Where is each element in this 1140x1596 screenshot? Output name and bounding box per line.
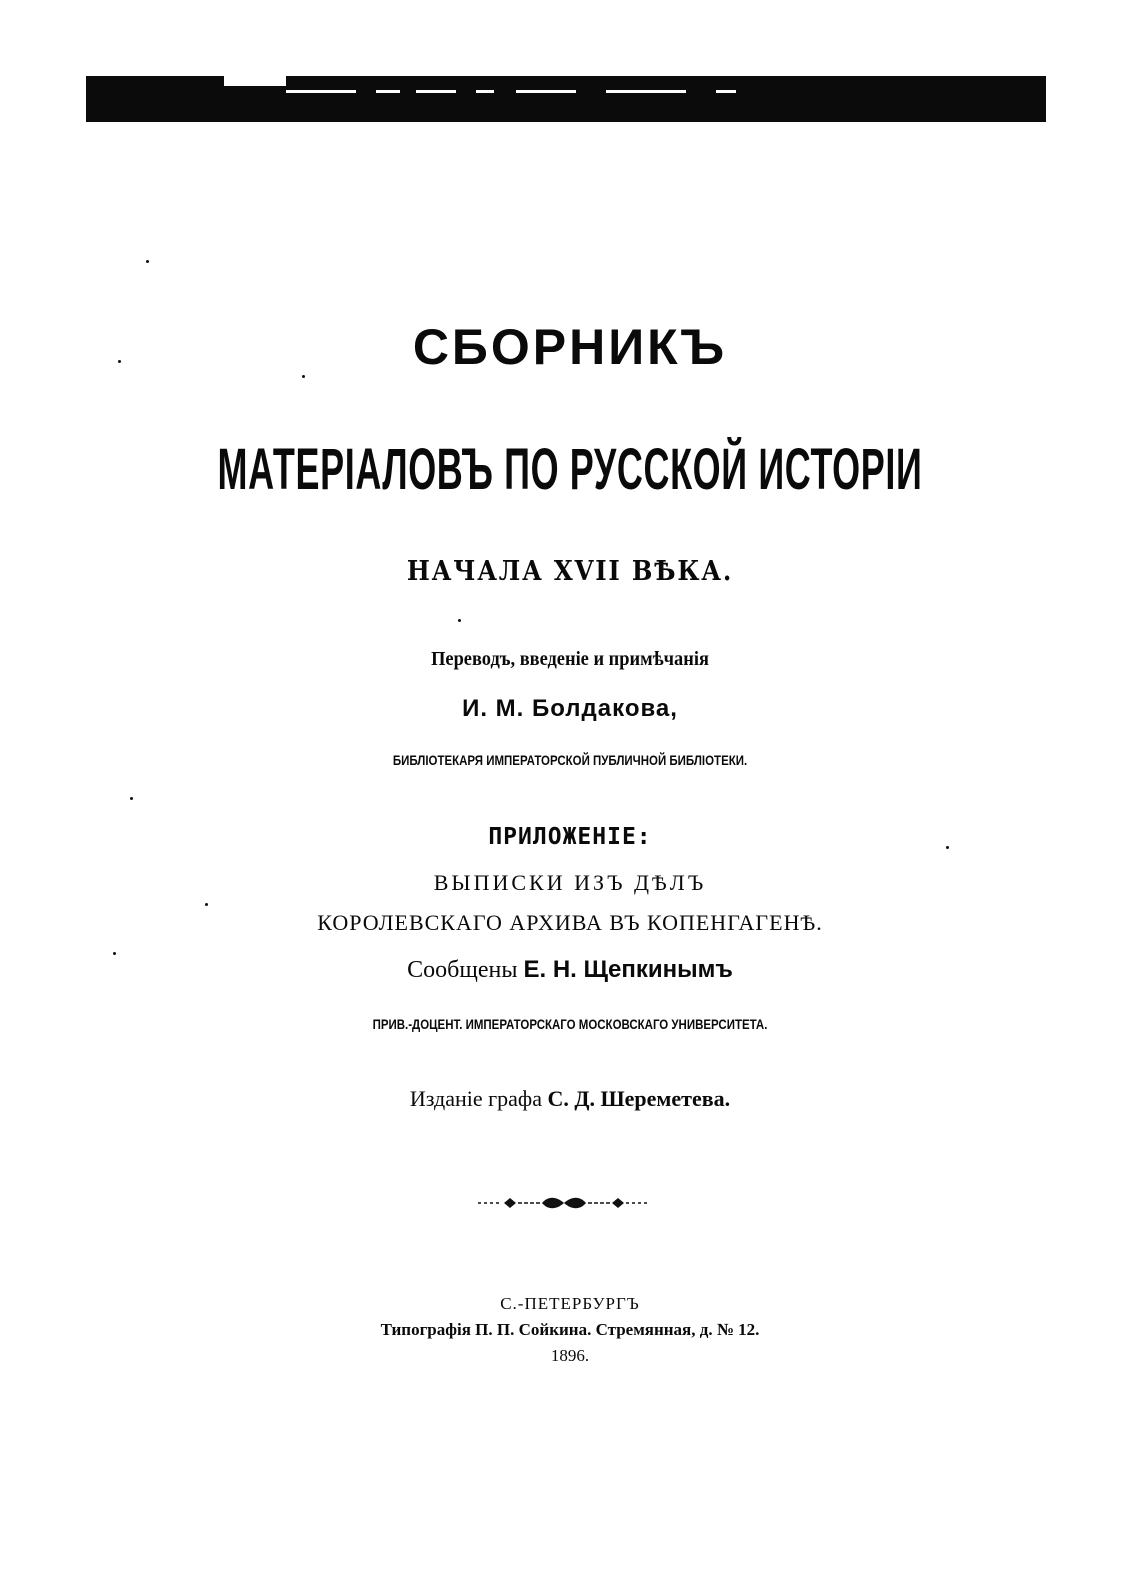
scan-speck: [458, 619, 461, 622]
translation-note: Переводъ, введеніе и примѣчанія: [431, 648, 709, 670]
publisher-line: [0, 1086, 1140, 1112]
scan-speck: [130, 797, 133, 800]
scan-streak: [716, 90, 736, 93]
publisher-prefix: Изданіе графа: [409, 1086, 542, 1111]
appendix-line-2: КОРОЛЕВСКАГО АРХИВА ВЪ КОПЕНГАГЕНѢ.: [317, 910, 823, 935]
century-line: НАЧАЛА XVII ВѢКА.: [406, 556, 734, 587]
communicated-prefix: Сообщены: [407, 957, 518, 983]
scan-streak: [476, 90, 494, 93]
communicated-line: [0, 956, 1140, 984]
book-title: СБОРНИКЪ: [412, 319, 728, 375]
author-role: БИБЛІОТЕКАРЯ ИМПЕРАТОРСКОЙ ПУБЛИЧНОЙ БИБЛІОТЕКИ.: [392, 752, 748, 768]
book-subtitle: МАТЕРІАЛОВЪ ПО РУССКОЙ ИСТОРІИ: [217, 437, 923, 502]
scan-speck: [113, 952, 116, 955]
scan-speck: [146, 260, 149, 263]
communicated-name: Е. Н. Щепкинымъ: [523, 956, 733, 983]
scan-notch: [224, 76, 286, 86]
publisher-name: С. Д. Шереметева.: [547, 1086, 731, 1111]
compiler-role: ПРИВ.-ДОЦЕНТ. ИМПЕРАТОРСКАГО МОСКОВСКАГО УНИВЕРСИТЕТА.: [372, 1016, 768, 1032]
appendix-line-1: ВЫПИСКИ ИЗЪ ДѢЛЪ: [433, 870, 707, 895]
scan-streak: [416, 90, 456, 93]
top-scan-bar: [86, 76, 1046, 122]
imprint-city: С.-ПЕТЕРБУРГЪ: [500, 1294, 640, 1313]
scan-streak: [516, 90, 576, 93]
imprint-printer: Типографія П. П. Сойкина. Стремянная, д. № 12.: [380, 1320, 760, 1339]
scan-streak: [376, 90, 400, 93]
appendix-heading: ПРИЛОЖЕНІЕ:: [488, 824, 652, 850]
scan-streak: [286, 90, 356, 93]
imprint-year: 1896.: [550, 1346, 590, 1365]
scan-speck: [205, 903, 208, 906]
author-name: И. М. Болдакова,: [462, 695, 678, 722]
scan-streak: [606, 90, 686, 93]
ornament-divider-icon: [478, 1196, 650, 1210]
